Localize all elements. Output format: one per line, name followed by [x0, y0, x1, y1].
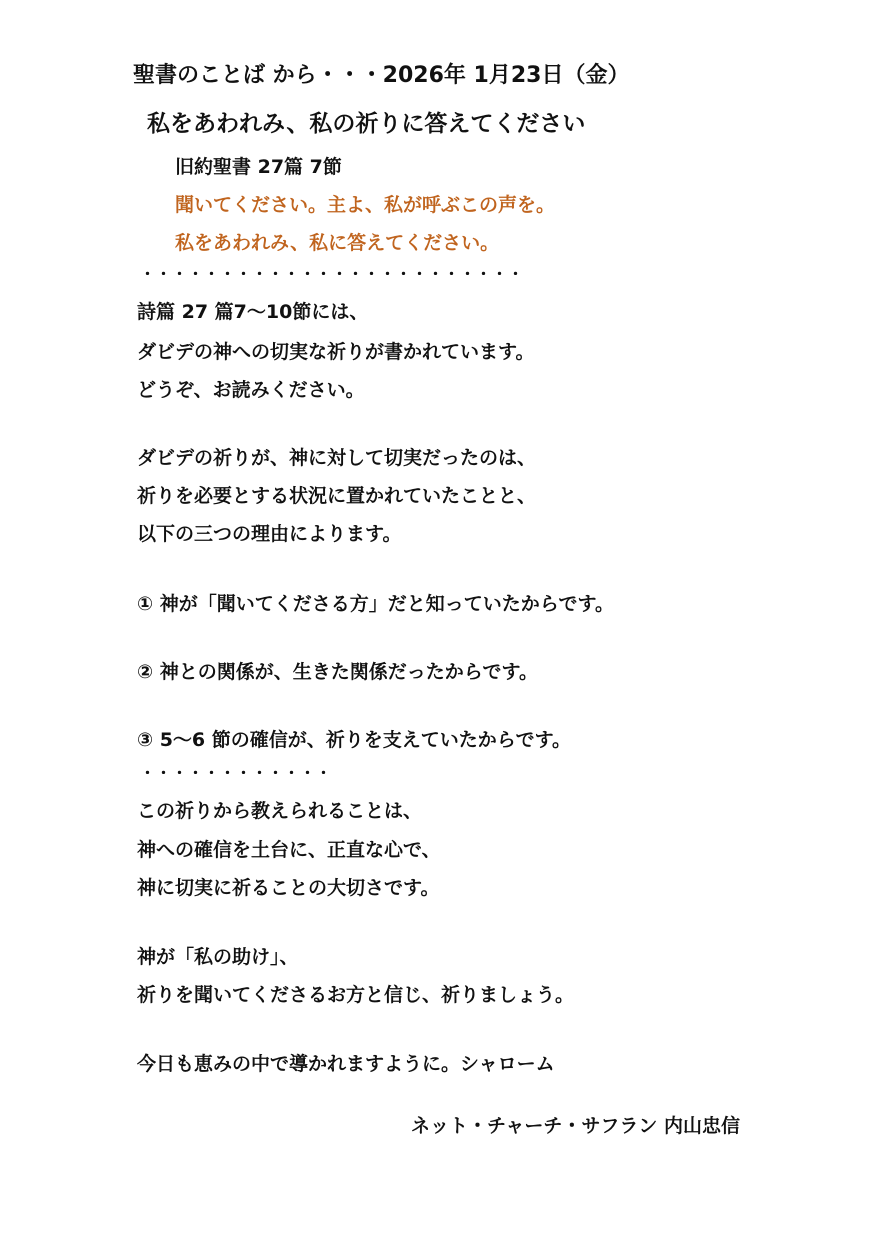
reason-item-3: ③ 5～6 節の確信が、祈りを支えていたからです。 [137, 729, 572, 751]
body-line: 祈りを必要とする状況に置かれていたことと、 [137, 485, 537, 507]
closing-line: 神に切実に祈ることの大切さです。 [137, 877, 440, 899]
closing-line: 今日も恵みの中で導かれますように。シャローム [137, 1053, 555, 1075]
verse-line: 私をあわれみ、私に答えてください。 [175, 232, 500, 254]
scripture-reference: 旧約聖書 27篇 7節 [175, 156, 342, 178]
body-line: 以下の三つの理由によります。 [137, 523, 402, 545]
closing-line: この祈りから教えられることは、 [137, 800, 423, 822]
closing-line: 神が「私の助け」、 [137, 946, 299, 968]
signature: ネット・チャーチ・サフラン 内山忠信 [411, 1115, 741, 1137]
closing-line: 神への確信を土台に、正直な心で、 [137, 839, 441, 861]
page-title: 聖書のことば から・・・2026年 1月23日（金） [133, 63, 630, 88]
dotted-divider: ・・・・・・・・・・・・ [140, 764, 333, 782]
page-subtitle: 私をあわれみ、私の祈りに答えてください [147, 111, 586, 137]
body-line: ダビデの祈りが、神に対して切実だったのは、 [137, 447, 537, 469]
reason-item-1: ① 神が「聞いてくださる方」だと知っていたからです。 [137, 593, 614, 615]
body-line: ダビデの神への切実な祈りが書かれています。 [137, 341, 535, 363]
dotted-divider: ・・・・・・・・・・・・・・・・・・・・・・・・ [140, 265, 525, 283]
closing-line: 祈りを聞いてくださるお方と信じ、祈りましょう。 [137, 984, 575, 1006]
verse-line: 聞いてください。主よ、私が呼ぶこの声を。 [175, 194, 556, 216]
body-line: 詩篇 27 篇7～10節には、 [137, 301, 369, 323]
reason-item-2: ② 神との関係が、生きた関係だったからです。 [137, 661, 538, 683]
body-line: どうぞ、お読みください。 [137, 379, 365, 401]
